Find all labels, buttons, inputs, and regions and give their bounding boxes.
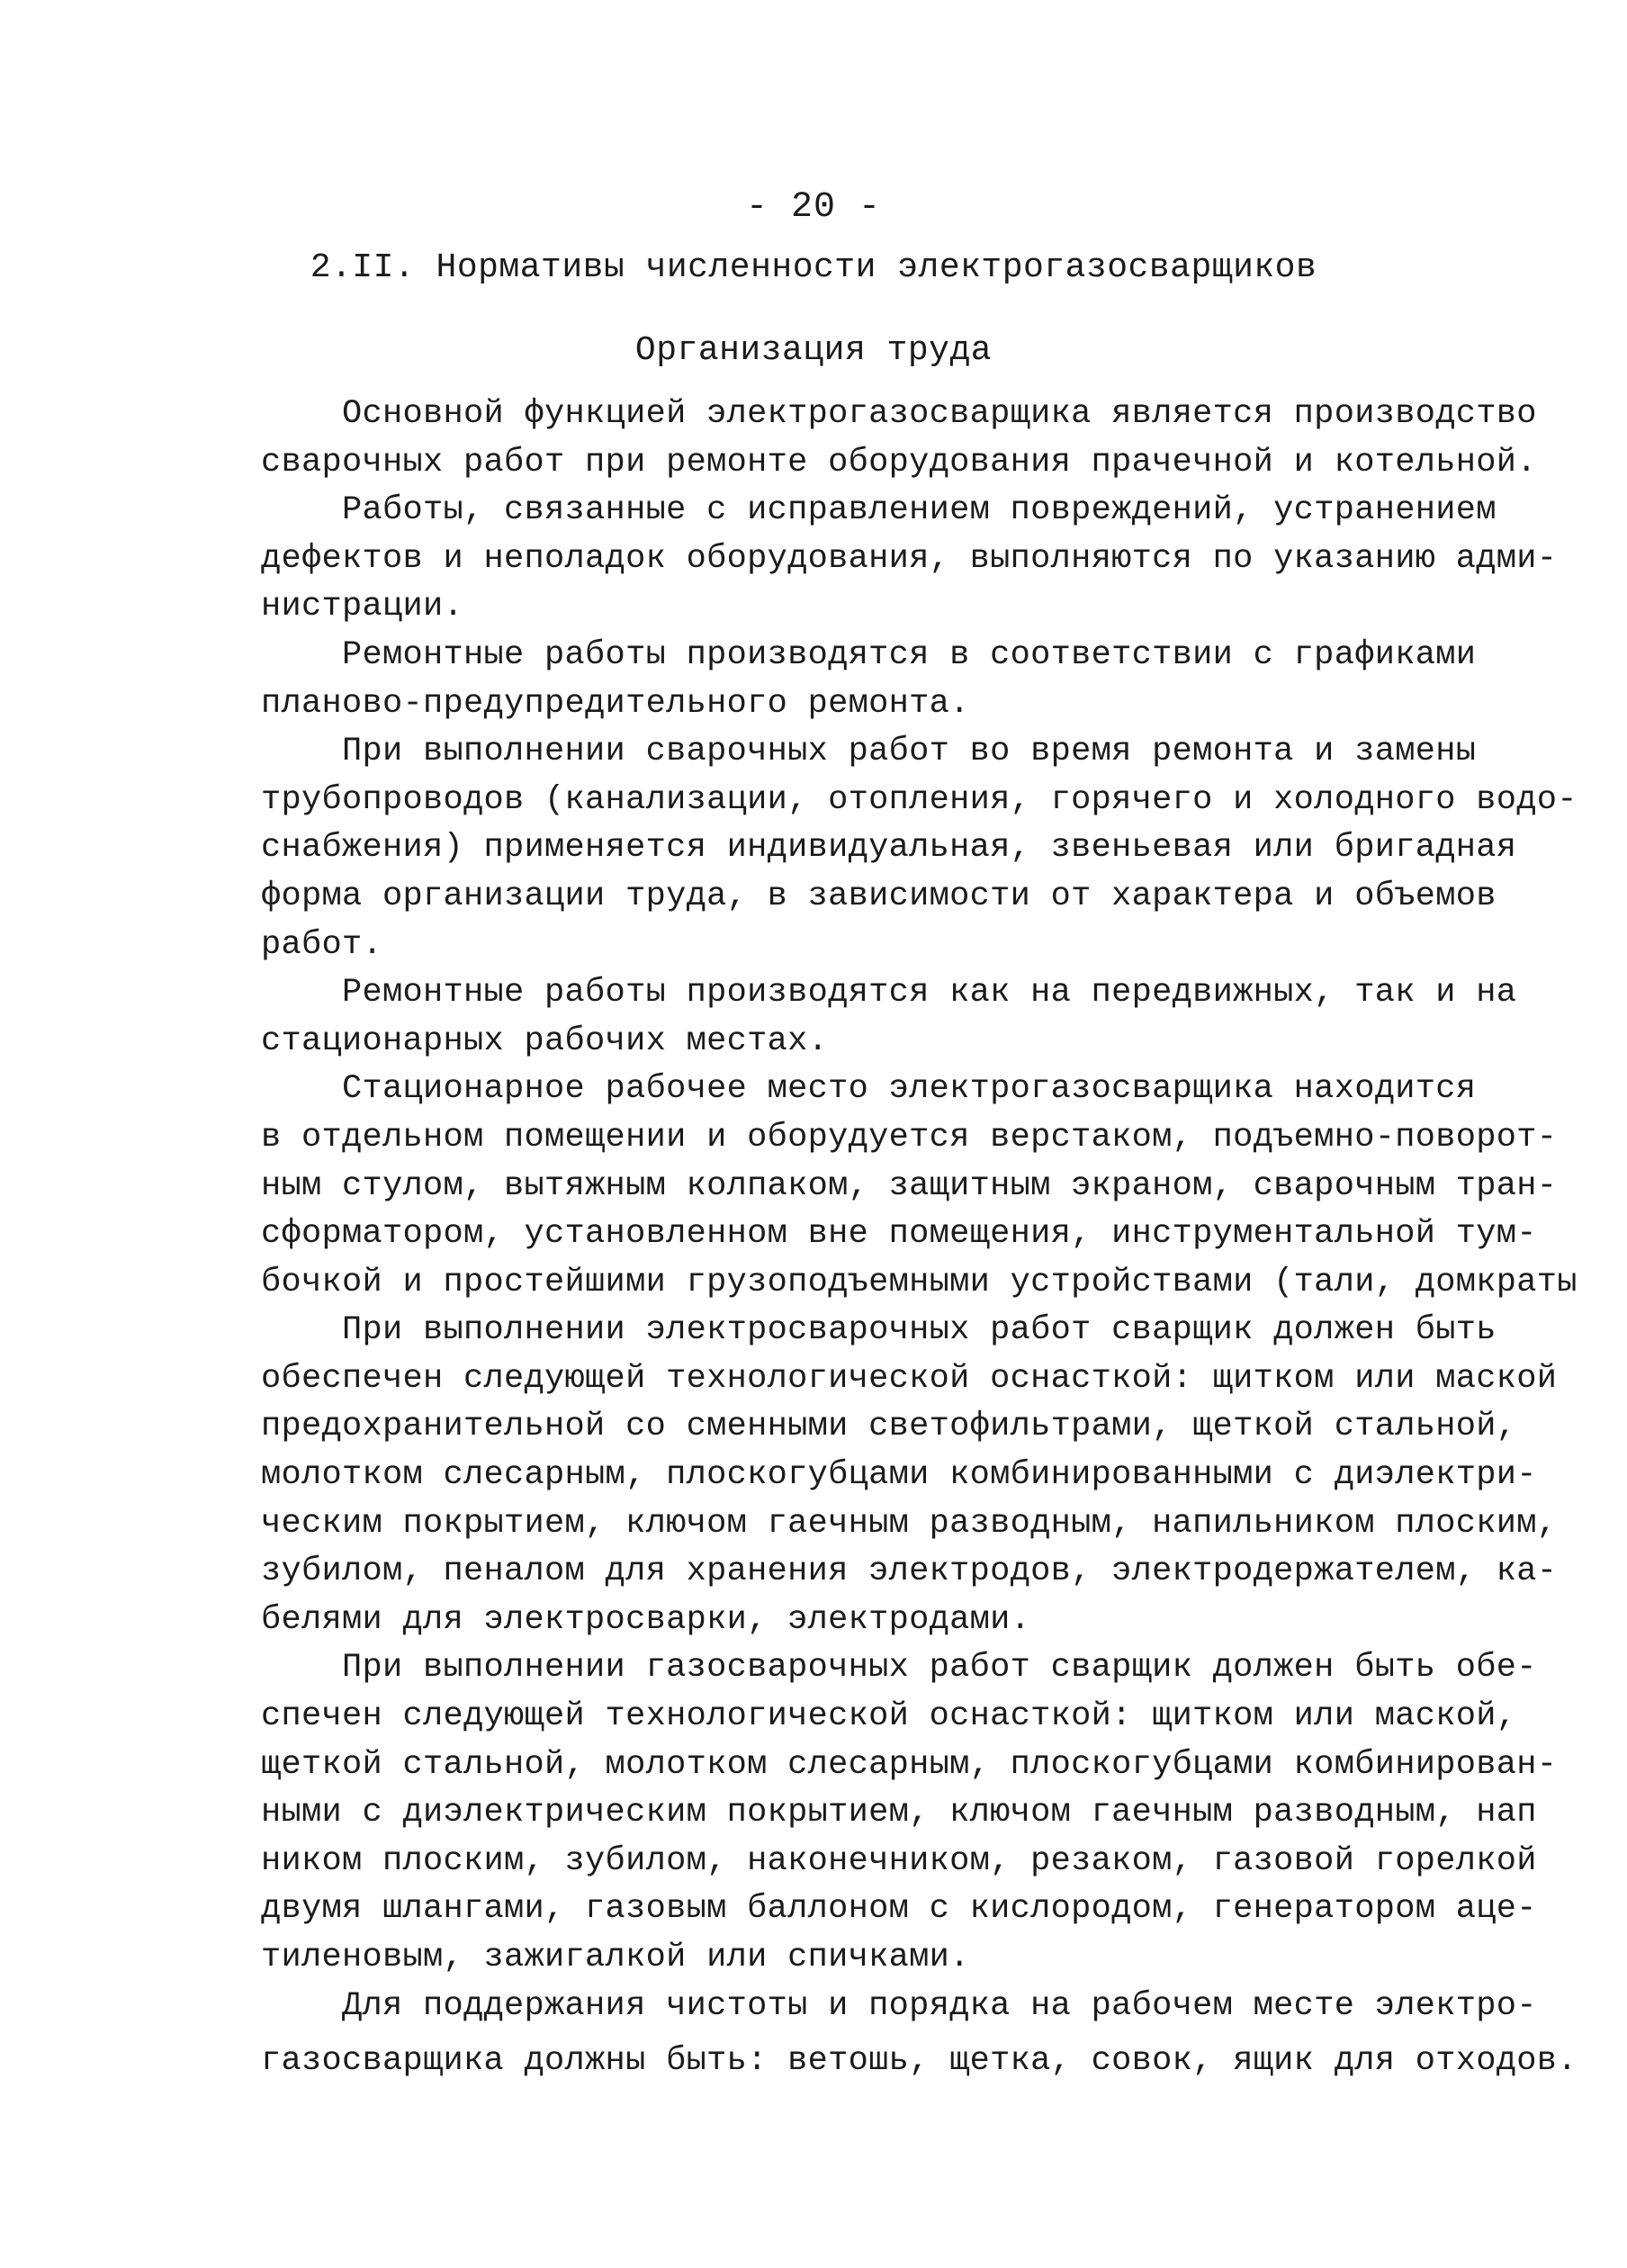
text-line: ческим покрытием, ключом гаечным разводным, напильником плоским,	[261, 1504, 1558, 1543]
text-line: зубилом, пеналом для хранения электродов, электродержателем, ка-	[261, 1552, 1558, 1591]
text-line: белями для электросварки, электродами.	[261, 1600, 1031, 1639]
text-line: Ремонтные работы производятся как на передвижных, так и на	[261, 974, 1517, 1012]
text-line: форма организации труда, в зависимости от характера и объемов	[261, 877, 1497, 915]
text-line: щеткой стальной, молотком слесарным, плоскогубцами комбинирован-	[261, 1745, 1558, 1784]
text-line: нистрации.	[261, 588, 464, 626]
text-line: Стационарное рабочее место электрогазосварщика находится	[261, 1070, 1477, 1109]
text-line: работ.	[261, 925, 383, 964]
text-line: обеспечен следующей технологической оснасткой: щитком или маской	[261, 1359, 1558, 1398]
body-text	[261, 391, 1578, 2086]
text-line: При выполнении газосварочных работ сварщик должен быть обе-	[261, 1649, 1537, 1688]
text-line: При выполнении сварочных работ во время ремонта и замены	[261, 733, 1477, 771]
text-line: тиленовым, зажигалкой или спичками.	[261, 1939, 970, 1976]
text-line: молотком слесарным, плоскогубцами комбинированными с диэлектри-	[261, 1456, 1537, 1495]
text-line: При выполнении электросварочных работ сварщик должен быть	[261, 1311, 1497, 1350]
text-line: Ремонтные работы производятся в соответствии с графиками	[261, 635, 1477, 674]
text-line: дефектов и неполадок оборудования, выполняются по указанию адми-	[261, 539, 1558, 578]
text-line: в отдельном помещении и оборудуется верстаком, подъемно-поворот-	[261, 1118, 1558, 1156]
text-line: предохранительной со сменными светофильтрами, щеткой стальной,	[261, 1408, 1517, 1446]
text-line: сварочных работ при ремонте оборудования прачечной и котельной.	[261, 443, 1537, 482]
subsection-title: Организация труда	[634, 331, 993, 370]
text-line: Работы, связанные с исправлением повреждений, устранением	[261, 491, 1497, 530]
text-line: спечен следующей технологической оснасткой: щитком или маской,	[261, 1697, 1517, 1736]
text-line: планово-предупредительного ремонта.	[261, 684, 970, 723]
text-line: газосварщика должны быть: ветошь, щетка, совок, ящик для отходов.	[261, 2042, 1578, 2081]
page-number: - 20 -	[745, 187, 882, 228]
text-line: ными с диэлектрическим покрытием, ключом гаечным разводным, нап	[261, 1794, 1537, 1832]
text-line: трубопроводов (канализации, отопления, горячего и холодного водо-	[261, 780, 1578, 819]
text-line: двумя шлангами, газовым баллоном с кислородом, генератором аце-	[261, 1890, 1537, 1929]
text-line: сформатором, установленном вне помещения, инструментальной тум-	[261, 1215, 1537, 1254]
text-line: снабжения) применяется индивидуальная, звеньевая или бригадная	[261, 829, 1517, 868]
text-line: бочкой и простейшими грузоподъемными устройствами (тали, домкраты	[261, 1263, 1578, 1301]
section-title: 2.II. Нормативы численности электрогазосварщиков	[310, 248, 1317, 287]
text-line: Основной функцией электрогазосварщика является производство	[261, 395, 1537, 433]
text-line: ным стулом, вытяжным колпаком, защитным экраном, сварочным тран-	[261, 1166, 1558, 1205]
text-line: ником плоским, зубилом, наконечником, резаком, газовой горелкой	[261, 1841, 1537, 1880]
text-line: Для поддержания чистоты и порядка на рабочем месте электро-	[261, 1986, 1537, 2025]
text-line: стационарных рабочих местах.	[261, 1022, 829, 1060]
